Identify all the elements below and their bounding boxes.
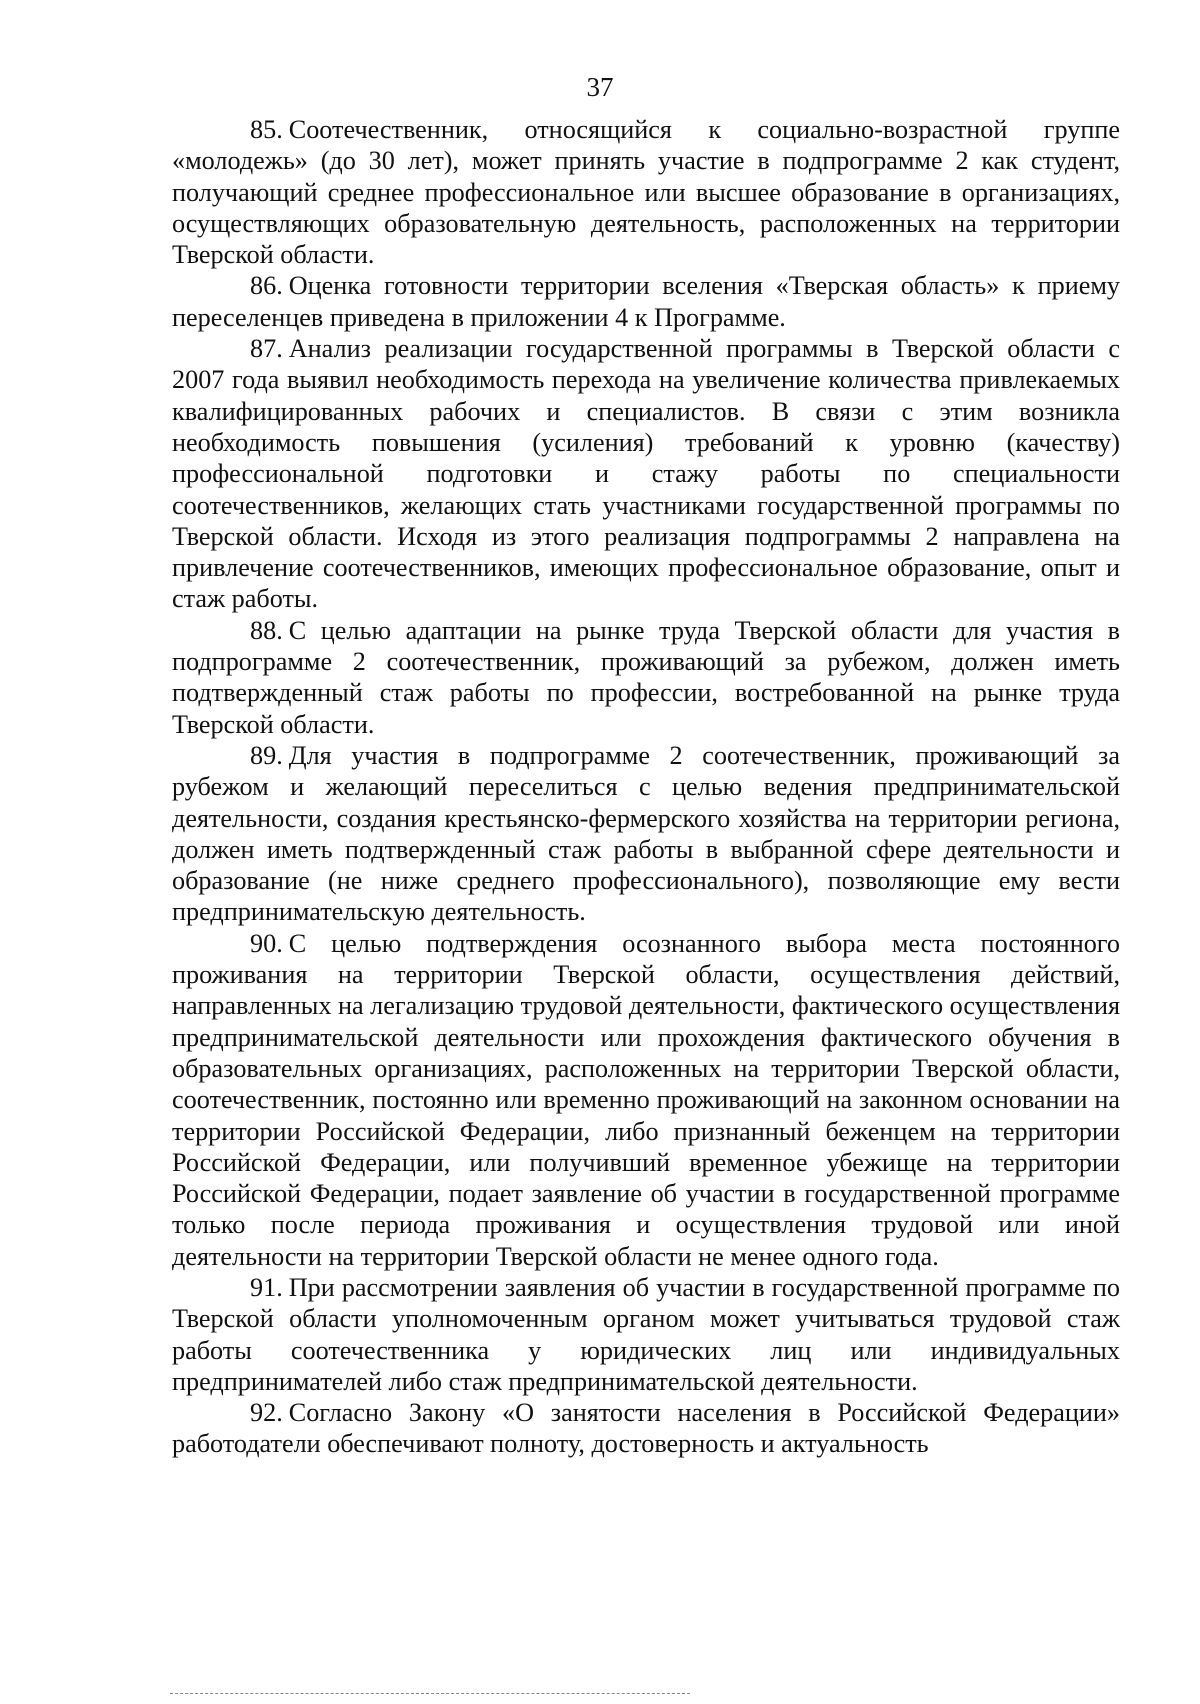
paragraph-text: Оценка готовности территории вселения «Тверская область» к приему переселенцев приведена в приложении 4 к Программе. [172,271,1120,332]
paragraph-number: 92. [250,1398,283,1428]
paragraph-91 [172,1272,1120,1397]
paragraph-number: 91. [250,1272,283,1302]
paragraph-text: При рассмотрении заявления об участии в государственной программе по Тверской области уполномоченным органом может учитываться трудовой стаж работы соотечественника у юридических лиц или индивидуальных предпринимателей либо стаж предпринимательской деятельности. [172,1272,1120,1396]
paragraph-88 [172,615,1120,740]
paragraph-number: 86. [250,271,283,301]
paragraph-86 [172,270,1120,333]
paragraph-number: 90. [250,928,283,958]
paragraph-89 [172,740,1120,928]
paragraph-number: 88. [250,615,283,645]
paragraph-87 [172,333,1120,615]
paragraph-text: С целью адаптации на рынке труда Тверской области для участия в подпрограмме 2 соотечественник, проживающий за рубежом, должен иметь подтвержденный стаж работы по профессии, востребованной на рынке труда Тверской области. [172,615,1120,739]
paragraph-text: Соотечественник, относящийся к социально-возрастной группе «молодежь» (до 30 лет), может принять участие в подпрограмме 2 как студент, получающий среднее профессиональное или высшее образование в организациях, осуществляющих образовательную деятельность, расположенных на территории Тверской области. [172,115,1120,270]
paragraph-90 [172,928,1120,1272]
paragraph-92 [172,1397,1120,1460]
paragraph-text: Для участия в подпрограмме 2 соотечественник, проживающий за рубежом и желающий переселиться с целью ведения предпринимательской деятельности, создания крестьянско-фермерского хозяйства на территории региона, должен иметь подтвержденный стаж работы в выбранной сфере деятельности и образование (не ниже среднего профессионального), позволяющие ему вести предпринимательскую деятельность. [172,740,1120,927]
paragraph-text: Согласно Закону «О занятости населения в Российской Федерации» работодатели обеспечивают полноту, достоверность и актуальность [172,1398,1120,1459]
document-body [172,114,1120,1460]
paragraph-number: 87. [250,334,283,364]
page-number: 37 [586,72,614,102]
scan-edge-line [170,1693,690,1694]
paragraph-text: Анализ реализации государственной программы в Тверской области с 2007 года выявил необходимость перехода на увеличение количества привлекаемых квалифицированных рабочих и специалистов. В связи с этим возникла необходимость повышения (усиления) требований к уровню (качеству) профессиональной подготовки и стажу работы по специальности соотечественников, желающих стать участниками государственной программы по Тверской области. Исходя из этого реализация подпрограммы 2 направлена на привлечение соотечественников, имеющих профессиональное образование, опыт и стаж работы. [172,334,1120,614]
paragraph-85 [172,114,1120,270]
paragraph-number: 85. [250,115,283,144]
paragraph-text: С целью подтверждения осознанного выбора места постоянного проживания на территории Тверской области, осуществления действий, направленных на легализацию трудовой деятельности, фактического осуществления предпринимательской деятельности или прохождения фактического обучения в образовательных организациях, расположенных на территории Тверской области, соотечественник, постоянно или временно проживающий на законном основании на территории Российской Федерации, либо признанный беженцем на территории Российской Федерации, или получивший временное убежище на территории Российской Федерации, подает заявление об участии в государственной программе только после периода проживания и осуществления трудовой или иной деятельности на территории Тверской области не менее одного года. [172,928,1121,1271]
paragraph-number: 89. [250,740,283,770]
